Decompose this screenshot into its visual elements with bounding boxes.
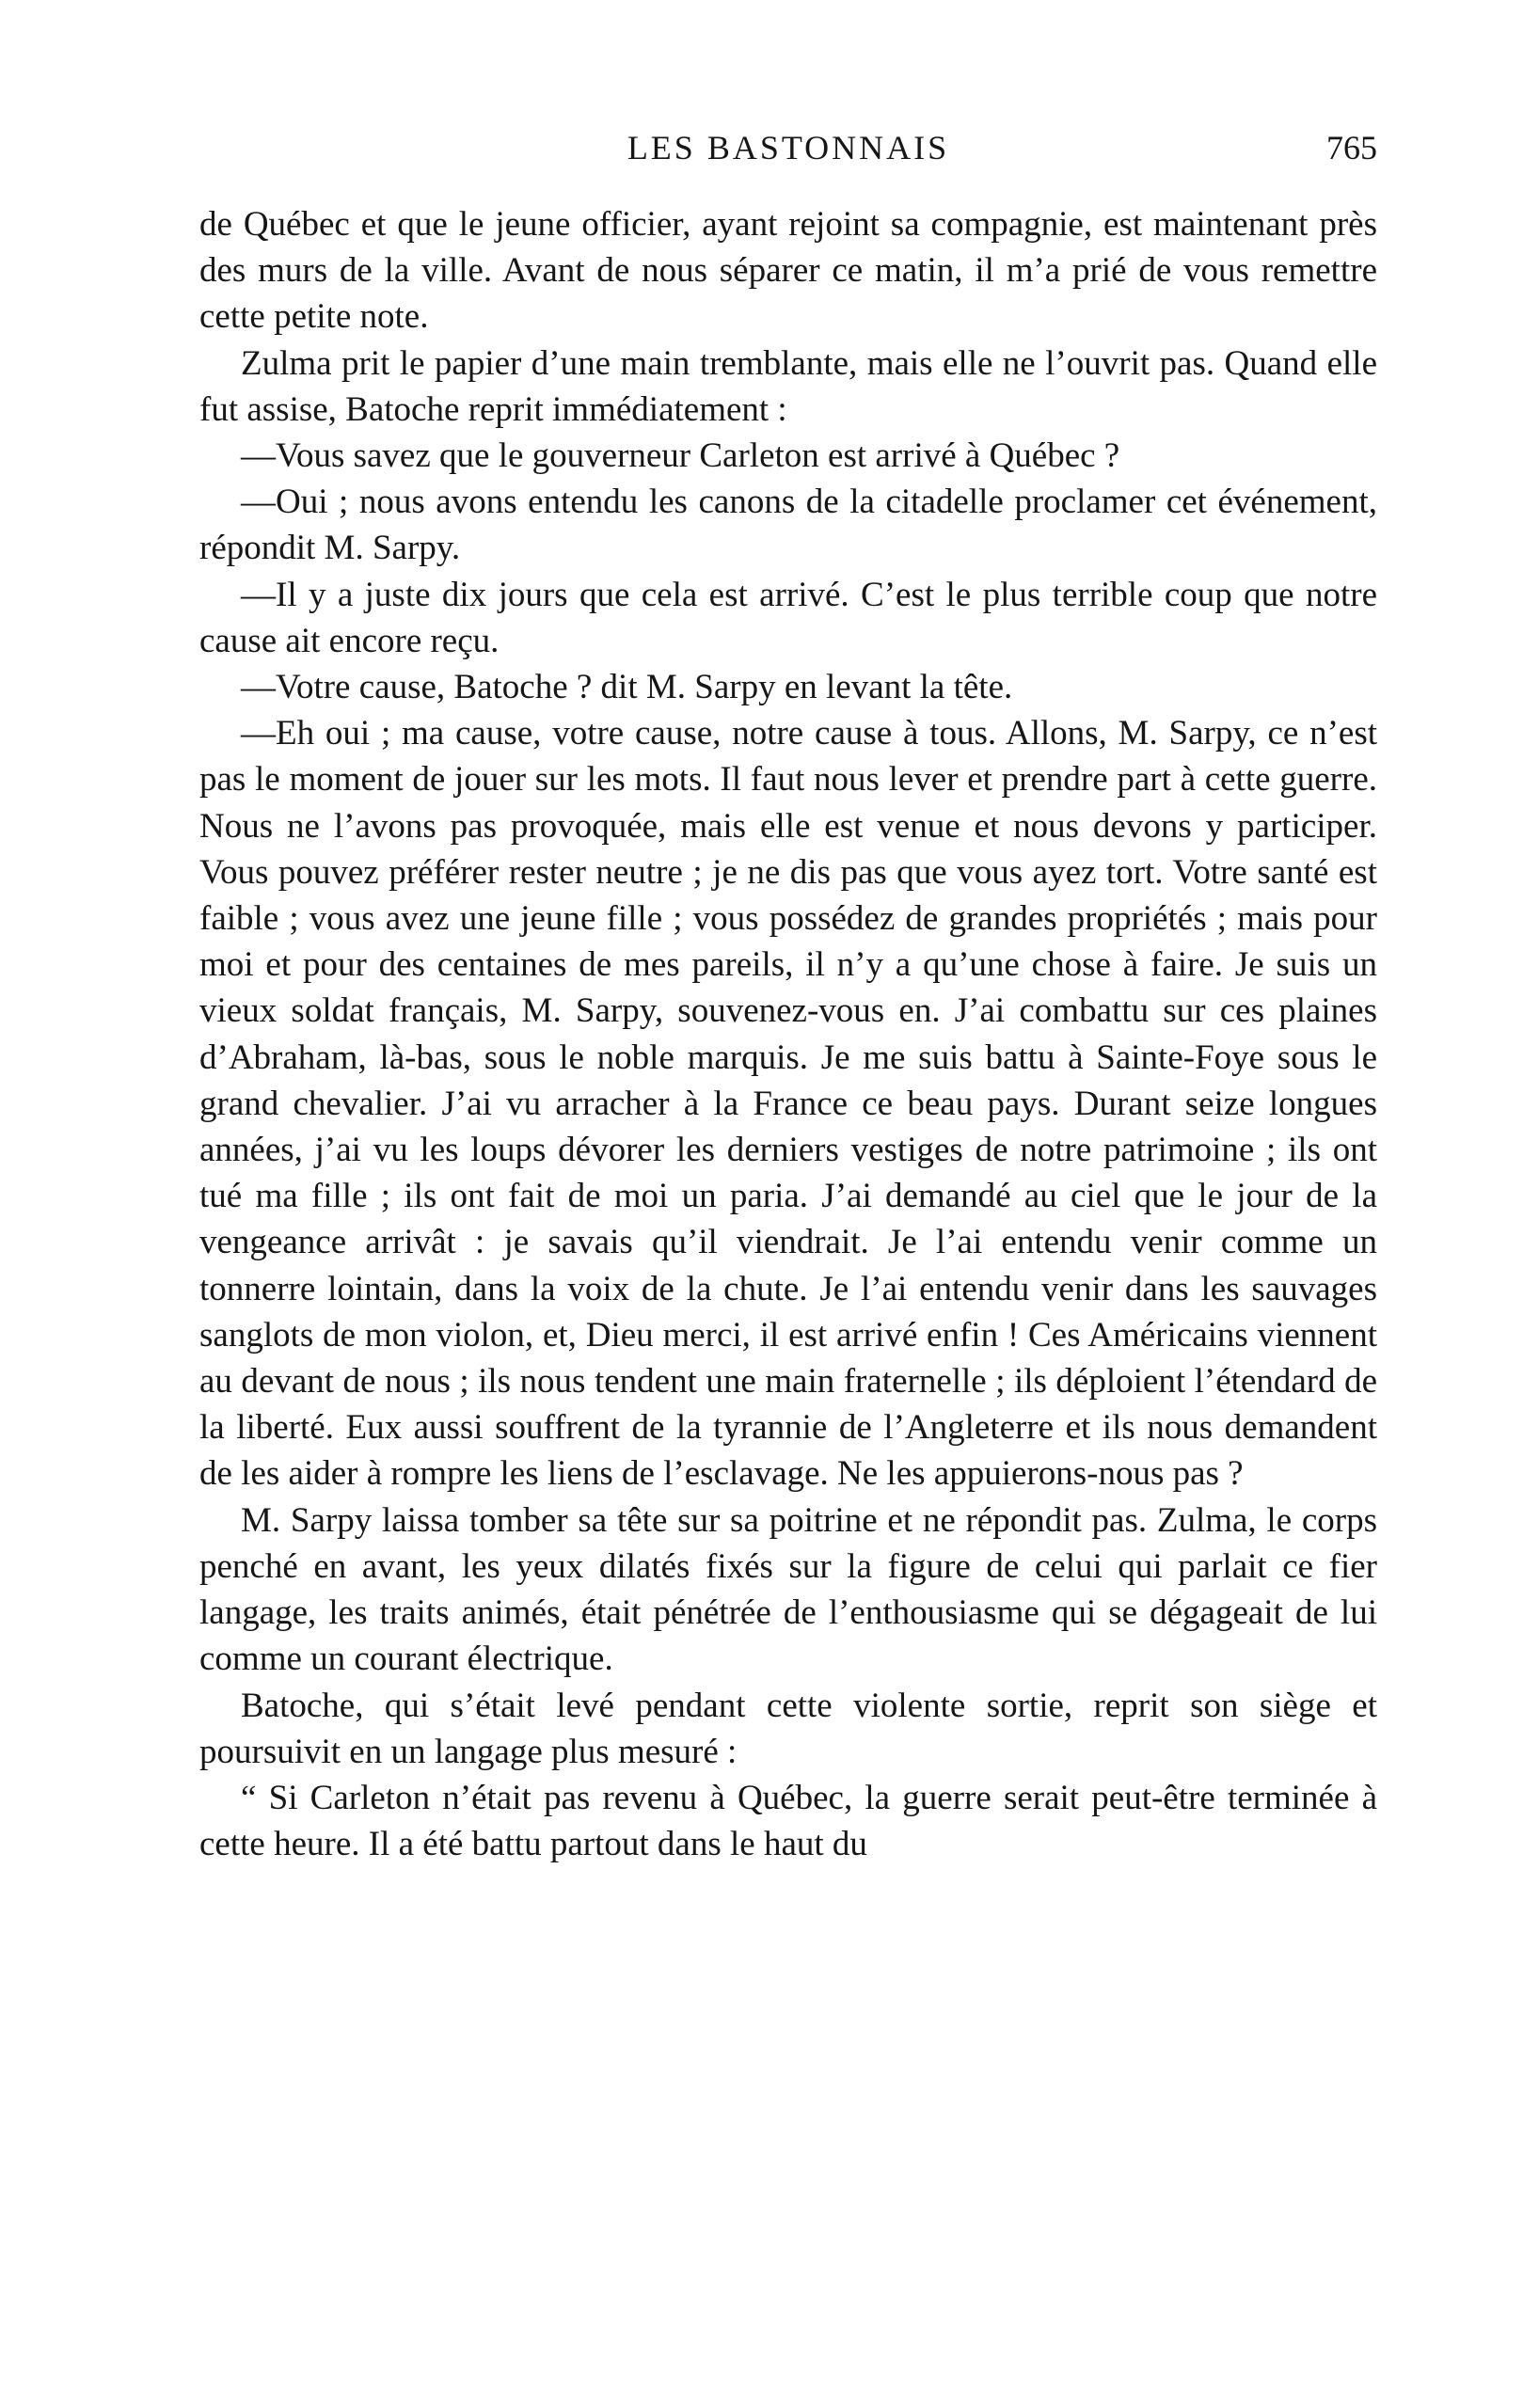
paragraph: M. Sarpy laissa tomber sa tête sur sa poitrine et ne répondit pas. Zulma, le corps penché en avant, les yeux dilatés fixés sur la figure de celui qui parlait ce fier langage, les traits animés, était pénétrée de l’enthousiasme qui se dégageait de lui comme un courant électrique. — [199, 1500, 1377, 1679]
running-title: LES BASTONNAIS — [627, 129, 950, 166]
paragraph: —Eh oui ; ma cause, votre cause, notre cause à tous. Allons, M. Sarpy, ce n’est pas le moment de jouer sur les mots. Il faut nous lever et prendre part à cette guerre. Nous ne l’avons pas provoquée, mais elle est venue et nous devons y participer. Vous pouvez préférer rester neutre ; je ne dis pas que vous ayez tort. Votre santé est faible ; vous avez une jeune fille ; vous possédez de grandes propriétés ; mais pour moi et pour des centaines de mes pareils, il n’y a qu’une chose à faire. Je suis un vieux soldat français, M. Sarpy, souvenez-vous en. J’ai combattu sur ces plaines d’Abraham, là-bas, sous le noble marquis. Je me suis battu à Sainte-Foye sous le grand chevalier. J’ai vu arracher à la France ce beau pays. Durant seize longues années, j’ai vu les loups dévorer les derniers vestiges de notre patrimoine ; ils ont tué ma fille ; ils ont fait de moi un paria. J’ai demandé au ciel que le jour de la vengeance arrivât : je savais qu’il viendrait. Je l’ai entendu venir comme un tonnerre lointain, dans la voix de la chute. Je l’ai entendu venir dans les sauvages sanglots de mon violon, et, Dieu merci, il est arrivé enfin ! Ces Américains viennent au devant de nous ; ils nous tendent une main fraternelle ; ils déploient l’étendard de la liberté. Eux aussi souffrent de la tyrannie de l’Angleterre et ils nous demandent de les aider à rompre les liens de l’esclavage. Ne les appuierons-nous pas ? — [199, 714, 1377, 1494]
paragraph: de Québec et que le jeune officier, ayant rejoint sa compagnie, est maintenant près des murs de la ville. Avant de nous séparer ce matin, il m’a prié de vous remettre cette petite note. — [199, 205, 1377, 337]
running-head — [199, 128, 1377, 184]
paragraph: —Vous savez que le gouverneur Carleton est arrivé à Québec ? — [241, 436, 1120, 476]
paragraph: —Il y a juste dix jours que cela est arrivé. C’est le plus terrible coup que notre cause ait encore reçu. — [199, 575, 1377, 660]
page-number: 765 — [1326, 129, 1377, 166]
paragraph: Batoche, qui s’était levé pendant cette violente sortie, reprit son siège et poursuivit en un langage plus mesuré : — [199, 1686, 1377, 1771]
paragraph: —Votre cause, Batoche ? dit M. Sarpy en levant la tête. — [241, 668, 1013, 707]
paragraph: Zulma prit le papier d’une main tremblante, mais elle ne l’ouvrit pas. Quand elle fut assise, Batoche reprit immédiatement : — [199, 343, 1377, 429]
paragraph: “ Si Carleton n’était pas revenu à Québec, la guerre serait peut-être terminée à cette heure. Il a été battu partout dans le haut du — [199, 1778, 1377, 1864]
paragraph: —Oui ; nous avons entendu les canons de la citadelle proclamer cet événement, répondit M. Sarpy. — [199, 483, 1377, 568]
body-text — [199, 201, 1377, 1867]
